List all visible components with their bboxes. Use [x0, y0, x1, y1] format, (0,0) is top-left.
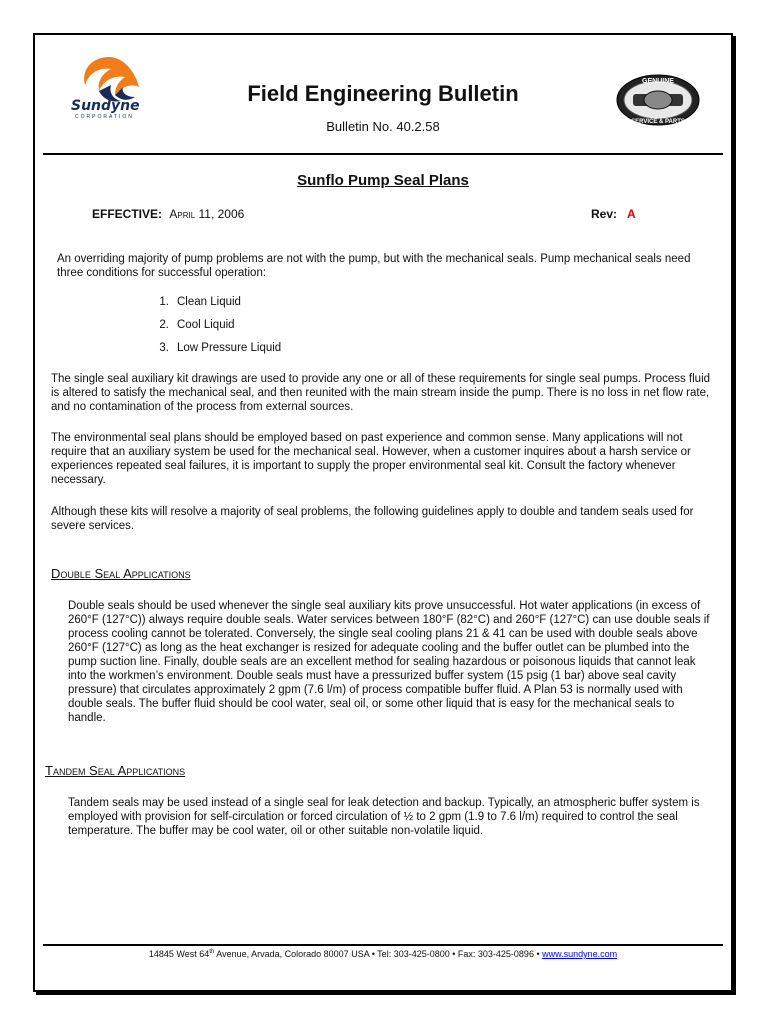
header — [35, 35, 731, 153]
tandem-seal-heading: Tandem Seal Applications — [45, 763, 186, 778]
effective-line — [92, 207, 244, 221]
list-text: Low Pressure Liquid — [177, 342, 282, 354]
effective-date: April 11, 2006 — [169, 207, 245, 221]
list-number: 3. — [159, 342, 169, 354]
rev-value: A — [627, 207, 636, 221]
genuine-service-parts-badge-icon — [615, 73, 701, 127]
document-title: Sunflo Pump Seal Plans — [297, 172, 469, 189]
bulletin-page — [33, 33, 733, 992]
badge-top-text: GENUINE — [642, 78, 674, 85]
list-text: Cool Liquid — [177, 319, 235, 331]
company-name: Sundyne — [71, 98, 140, 114]
paragraph-environmental-plans: The environmental seal plans should be employed based on past experience and common sense. Many applications will not require that an auxiliary system be used for the mechanical seal. However, when a customer inquires about a harsh service or experiences repeated seal failures, it is important to supply the proper environmental seal kit. Consult the factory whenever necessary. — [51, 432, 691, 486]
rev-label: Rev: — [591, 207, 618, 221]
conditions-list — [145, 296, 281, 365]
revision-line — [591, 207, 636, 221]
badge-bottom-text: SERVICE & PARTS — [631, 119, 685, 125]
company-subtitle: CORPORATION — [75, 114, 134, 120]
double-seal-heading: Double Seal Applications — [51, 566, 191, 581]
double-seal-paragraph: Double seals should be used whenever the single seal auxiliary kits prove unsuccessful. Hot water applications (in excess of 260°F (127°C)) always require double seals. Water services between 180°F (82°C) and 260°F (127°C) can use double seals if process cooling cannot be tolerated. Conversely, the single seal cooling plans 21 & 41 can be used with double seals above 260°F (127°C) as long as the heat exchanger is resized for adequate cooling and the buffer outlet can be plumbed into the pump suction line. Finally, double seals are an excellent method for sealing hazardous or poisonous liquids that cannot leak into the workmen’s environment. Double seals must have a pressurized buffer system (15 psig (1 bar) above seal cavity pressure) that circulates approximately 2 gpm (7.6 l/m) of process compatible buffer fluid. A Plan 53 is normally used with double seals. The buffer fluid should be cool water, seal oil, or some other liquid that is easy for the mechanical seals to handle. — [68, 600, 710, 724]
address-rest: Avenue, Arvada, Colorado 80007 USA • Tel: 303-425-0800 • Fax: 303-425-0896 • — [214, 949, 543, 959]
header-divider — [43, 153, 723, 155]
list-text: Clean Liquid — [177, 296, 241, 308]
list-item — [145, 342, 281, 365]
footer-divider — [43, 944, 723, 946]
address-prefix: 14845 West 64 — [148, 949, 210, 959]
intro-paragraph: An overriding majority of pump problems are not with the pump, but with the mechanical seals. Pump mechanical seals need three conditions for successful operation: — [57, 253, 691, 279]
footer-address — [35, 949, 731, 959]
list-item — [145, 296, 281, 319]
paragraph-auxiliary-kits: The single seal auxiliary kit drawings are used to provide any one or all of these requirements for single seal pumps. Process fluid is altered to satisfy the mechanical seal, and then reunited with the main stream inside the pump. There is no loss in net flow rate, and no contamination of the process from external sources. — [51, 373, 711, 413]
list-item — [145, 319, 281, 342]
list-number: 1. — [159, 296, 169, 308]
website-link[interactable]: www.sundyne.com — [542, 949, 618, 959]
list-number: 2. — [159, 319, 169, 331]
tandem-seal-paragraph: Tandem seals may be used instead of a single seal for leak detection and backup. Typically, an atmospheric buffer system is employed with provision for self-circulation or forced circulation of ½ to 2 gpm (1.9 to 7.6 l/m) required to control the seal temperature. The buffer may be cool water, oil or other suitable non-volatile liquid. — [68, 797, 700, 837]
page-title: Field Engineering Bulletin — [247, 81, 519, 106]
effective-label: EFFECTIVE: — [92, 207, 163, 221]
address-sup: th — [209, 949, 215, 955]
paragraph-guidelines: Although these kits will resolve a majority of seal problems, the following guidelines apply to double and tandem seals used for severe services. — [51, 506, 694, 532]
bulletin-number: Bulletin No. 40.2.58 — [326, 119, 440, 134]
